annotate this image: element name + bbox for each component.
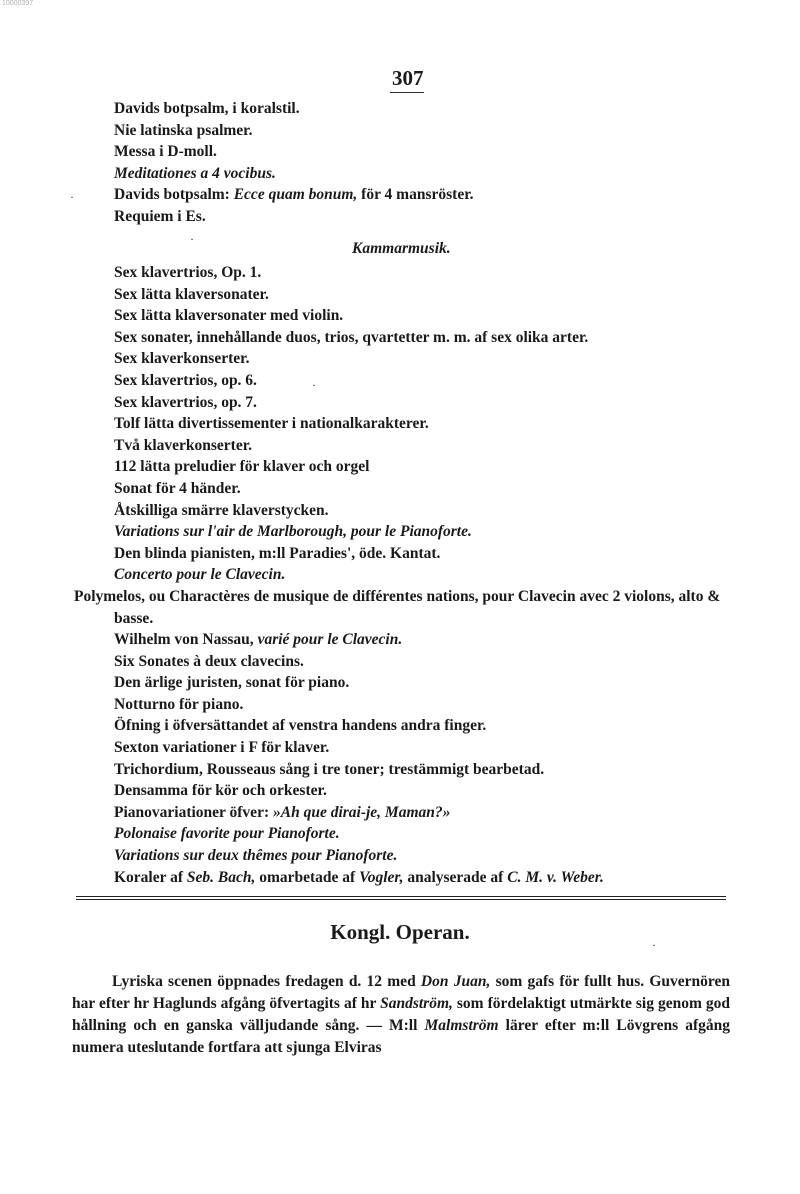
entry-text: Den blinda pianisten, m:ll Paradies', öde. Kantat. <box>114 544 441 562</box>
entry-text: Trichordium, Rousseaus sång i tre toner; trestämmigt bearbetad. <box>114 760 545 778</box>
list-item <box>114 262 754 284</box>
list-item <box>114 98 754 120</box>
italic-title: Variations sur l'air de Marlborough, pour le Pianoforte. <box>114 523 472 541</box>
list-item <box>114 500 754 522</box>
page-number: 307 <box>392 66 424 90</box>
list-item <box>114 327 754 349</box>
list-item <box>114 823 754 845</box>
list-item <box>114 141 754 163</box>
list-item <box>114 737 754 759</box>
list-item <box>114 120 754 142</box>
italic-title: Polonaise favorite pour Pianoforte. <box>114 825 340 843</box>
list-item <box>114 867 754 889</box>
list-item <box>114 413 754 435</box>
entry-text: Davids botpsalm, i koralstil. <box>114 100 300 117</box>
print-speck: · <box>312 378 316 392</box>
list-item <box>114 715 754 737</box>
entry-text: Polymelos, ou Charactères de musique de différentes nations, pour Clavecin avec 2 violons, alto & basse. <box>74 587 721 627</box>
list-item <box>114 651 754 673</box>
list-item <box>74 586 754 629</box>
entry-text: Wilhelm von Nassau, <box>114 631 258 649</box>
italic-name: Sandström, <box>380 994 453 1012</box>
body-text: lärer efter m:ll Lövgrens afgång numera uteslutande fortfara att sjunga Elviras <box>72 1016 730 1056</box>
list-item <box>114 435 754 457</box>
entry-text: Sexton variationer i F för klaver. <box>114 739 330 757</box>
entry-text: analyserade af <box>403 868 508 886</box>
article-body <box>72 971 730 1059</box>
entry-text: Six Sonates à deux clavecins. <box>114 652 304 670</box>
entry-text: omarbetade af <box>255 868 360 886</box>
entry-text: Sex sonater, innehållande duos, trios, qvartetter m. m. af sex olika arter. <box>114 328 589 346</box>
list-item <box>114 184 754 206</box>
scan-id: 10000397 <box>2 0 34 7</box>
article-title: Kongl. Operan. <box>330 920 470 944</box>
list-item <box>114 759 754 781</box>
entry-text: Messa i D-moll. <box>114 143 217 161</box>
list-item <box>114 521 754 543</box>
entry-text: Tolf lätta divertissementer i nationalkarakterer. <box>114 415 429 433</box>
entry-text: Densamma för kör och orkester. <box>114 782 327 800</box>
entry-text: Två klaverkonserter. <box>114 436 253 454</box>
entry-text: Sex klavertrios, op. 6. <box>114 371 257 389</box>
list-item <box>114 543 754 565</box>
italic-name: Malmström <box>424 1016 499 1034</box>
body-text: som gafs för fullt hus. Guvernören har efter hr Haglunds afgång öfvertagits af hr <box>72 972 730 1012</box>
italic-title: varié pour le Clavecin. <box>257 631 403 649</box>
list-item <box>114 392 754 414</box>
entry-text: Den ärlige juristen, sonat för piano. <box>114 674 350 692</box>
list-item <box>114 564 754 586</box>
entry-text: Requiem i Es. <box>114 207 206 225</box>
entry-text: Sex klaverkonserter. <box>114 350 250 368</box>
entry-text: Sex klavertrios, Op. 1. <box>114 264 262 281</box>
italic-title: Vogler, <box>359 868 404 886</box>
list-item <box>114 672 754 694</box>
body-text: som fördelaktigt utmärkte sig genom god hållning och en ganska välljudande sång. — M:ll <box>72 994 731 1034</box>
body-text: Lyriska scenen öppnades fredagen d. 12 med <box>112 972 421 990</box>
italic-title: Concerto pour le Clavecin. <box>114 566 286 584</box>
entry-text: Sex lätta klaversonater med violin. <box>114 307 344 325</box>
page-number-rule <box>390 92 424 93</box>
italic-title: Meditationes a 4 vocibus. <box>114 164 276 182</box>
print-speck: · <box>652 938 656 952</box>
entry-text: Koraler af <box>114 868 187 886</box>
works-list-sacred <box>114 98 754 228</box>
list-item <box>114 780 754 802</box>
italic-title: Variations sur deux thêmes pour Pianoforte. <box>114 847 398 865</box>
list-item <box>114 629 754 651</box>
list-item <box>114 163 754 185</box>
list-item <box>114 348 754 370</box>
section-divider <box>76 896 726 897</box>
entry-text: för 4 mansröster. <box>357 186 474 204</box>
print-speck: · <box>70 190 74 204</box>
list-item <box>114 478 754 500</box>
entry-text: Sex lätta klaversonater. <box>114 285 269 303</box>
italic-title: C. M. v. Weber. <box>507 868 604 886</box>
list-item <box>114 845 754 867</box>
list-item <box>114 802 754 824</box>
section-divider-secondary <box>76 899 726 900</box>
entry-text: Öfning i öfversättandet af venstra handens andra finger. <box>114 717 487 735</box>
italic-title: Ecce quam bonum, <box>233 186 358 204</box>
list-item <box>114 206 754 228</box>
entry-text: Notturno för piano. <box>114 695 244 713</box>
works-list-chamber <box>74 262 754 888</box>
entry-text: Sonat för 4 händer. <box>114 479 241 497</box>
entry-text: Davids botpsalm: <box>114 186 234 204</box>
entry-text: Åtskilliga smärre klaverstycken. <box>114 501 329 519</box>
list-item <box>114 305 754 327</box>
entry-text: Sex klavertrios, op. 7. <box>114 393 257 411</box>
list-item <box>114 370 754 392</box>
entry-text: Nie latinska psalmer. <box>114 121 253 139</box>
list-item <box>114 694 754 716</box>
italic-name: Don Juan, <box>420 972 491 990</box>
italic-title: Seb. Bach, <box>186 868 256 886</box>
italic-title: »Ah que dirai-je, Maman?» <box>272 803 451 821</box>
list-item <box>114 284 754 306</box>
entry-text: 112 lätta preludier för klaver och orgel <box>114 458 370 476</box>
list-item <box>114 456 754 478</box>
section-heading: Kammarmusik. <box>352 240 451 257</box>
entry-text: Pianovariationer öfver: <box>114 803 273 821</box>
print-speck: · <box>190 232 194 246</box>
